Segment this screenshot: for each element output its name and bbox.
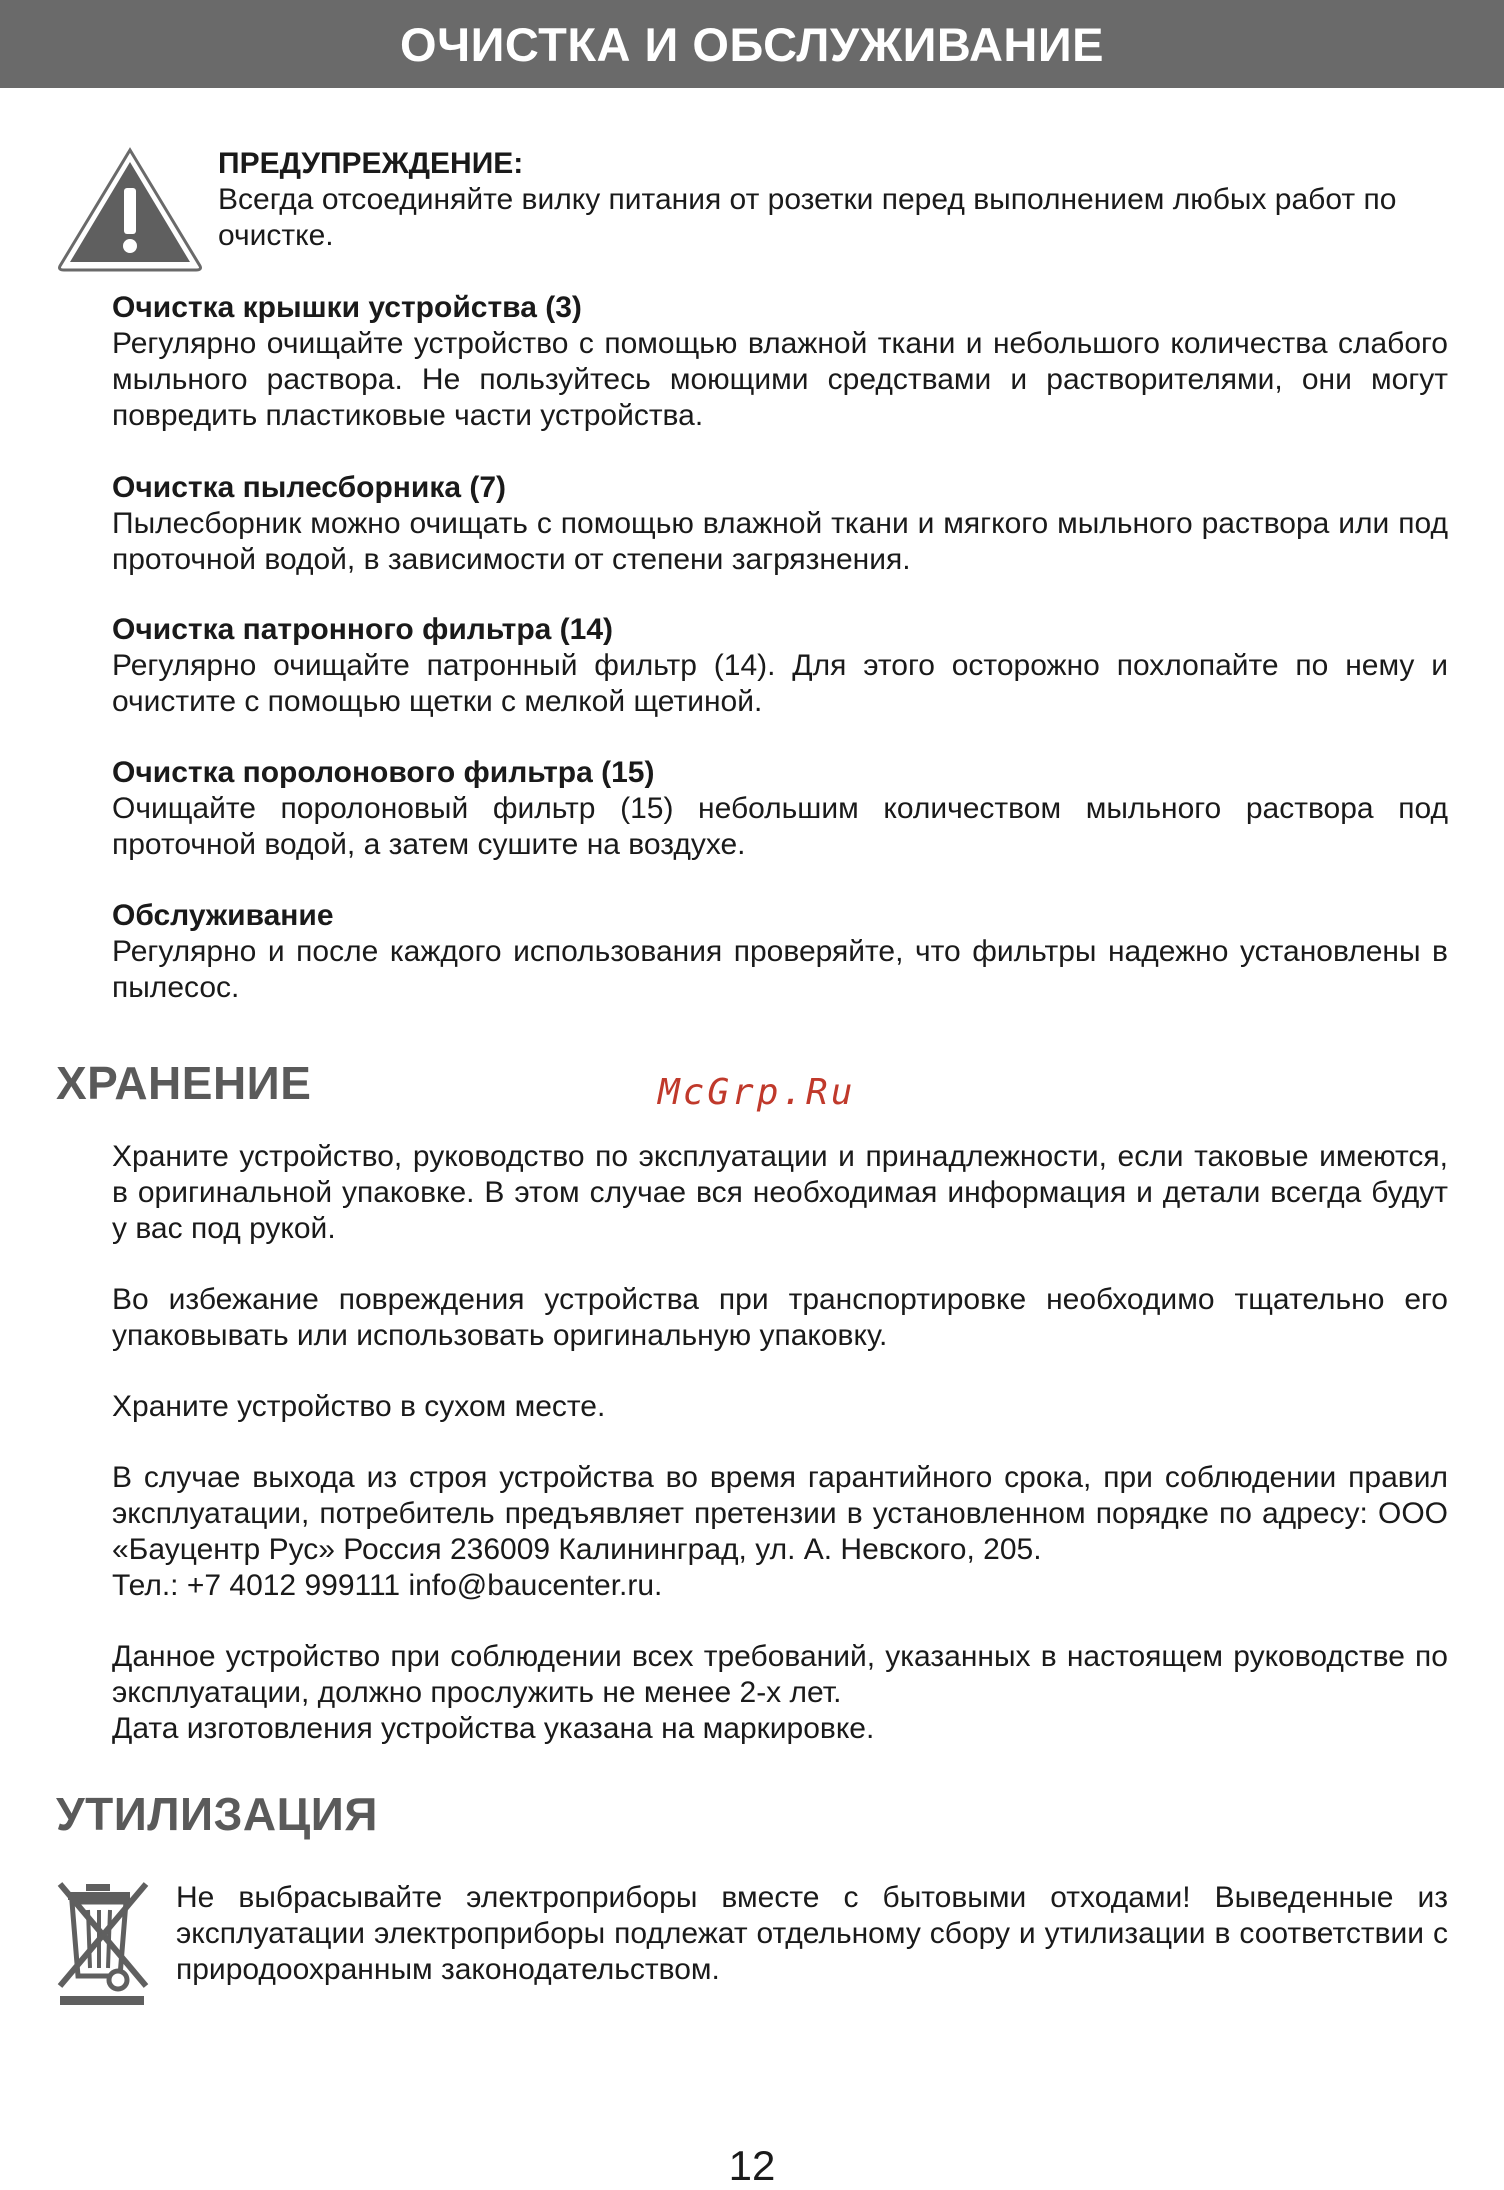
page-number: 12 (728, 2142, 776, 2189)
crossed-bin-icon (56, 1880, 152, 2008)
section-text: Регулярно очищайте патронный фильтр (14). Для этого осторожно похлопайте по нему и очистите с помощью щетки с мелкой щетиной. (112, 649, 1448, 718)
contact-text: Тел.: +7 4012 999111 info@baucenter.ru. (112, 1569, 663, 1602)
warning-block (218, 146, 1448, 254)
warning-triangle-icon (56, 146, 204, 272)
maintenance-section (112, 898, 1448, 1006)
watermark: McGrp.Ru (658, 1072, 856, 1113)
storage-paragraph-3: Храните устройство в сухом месте. (112, 1390, 606, 1423)
section-text: Пылесборник можно очищать с помощью влажной ткани и мягкого мыльного раствора или под проточной водой, в зависимости от степени загрязнения. (112, 507, 1448, 576)
page-header (0, 0, 1504, 88)
cleaning-cartridge-filter-section (112, 612, 1448, 720)
section-title: Очистка поролонового фильтра (15) (112, 756, 655, 789)
section-title: Обслуживание (112, 899, 334, 932)
storage-heading: ХРАНЕНИЕ (56, 1057, 312, 1109)
storage-paragraph-1: Храните устройство, руководство по эксплуатации и принадлежности, если таковые имеются, в оригинальной упаковке. В этом случае вся необходимая информация и детали всегда будут у вас под рукой. (112, 1140, 1448, 1245)
storage-paragraph-2: Во избежание повреждения устройства при транспортировке необходимо тщательно его упаковывать или использовать оригинальную упаковку. (112, 1283, 1448, 1352)
disposal-text: Не выбрасывайте электроприборы вместе с бытовыми отходами! Выведенные из эксплуатации электроприборы подлежат отдельному сбору и утилизации в соответствии с природоохранным законодательством. (176, 1881, 1448, 1986)
section-title: Очистка патронного фильтра (14) (112, 613, 614, 646)
warning-text: Всегда отсоединяйте вилку питания от розетки перед выполнением любых работ по очистке. (218, 183, 1397, 252)
warranty-text: В случае выхода из строя устройства во время гарантийного срока, при соблюдении правил эксплуатации, потребитель предъявляет претензии в установленном порядке по адресу: ООО «Бауцентр Рус» Россия 236009 Калининград, ул. А. Невского, 205. (112, 1461, 1448, 1566)
warning-title: ПРЕДУПРЕЖДЕНИЕ: (218, 147, 524, 180)
lifetime-text: Данное устройство при соблюдении всех требований, указанных в настоящем руководстве по эксплуатации, должно прослужить не менее 2-х лет. (112, 1640, 1448, 1709)
cleaning-foam-filter-section (112, 755, 1448, 863)
section-title: Очистка пылесборника (7) (112, 471, 507, 504)
warranty-block (112, 1460, 1448, 1604)
section-title: Очистка крышки устройства (3) (112, 291, 582, 324)
manufacture-date-note: Дата изготовления устройства указана на маркировке. (112, 1712, 875, 1745)
section-text: Регулярно очищайте устройство с помощью влажной ткани и небольшого количества слабого мыльного раствора. Не пользуйтесь моющими средствами и растворителями, они могут повредить пластиковые части устройства. (112, 327, 1448, 432)
cleaning-dust-container-section (112, 470, 1448, 578)
cleaning-cover-section (112, 290, 1448, 434)
lifetime-block (112, 1639, 1448, 1747)
page-title: ОЧИСТКА И ОБСЛУЖИВАНИЕ (400, 17, 1104, 71)
disposal-heading: УТИЛИЗАЦИЯ (56, 1788, 378, 1840)
section-text: Регулярно и после каждого использования проверяйте, что фильтры надежно установлены в пылесос. (112, 935, 1448, 1004)
section-text: Очищайте поролоновый фильтр (15) небольшим количеством мыльного раствора под проточной водой, а затем сушите на воздухе. (112, 792, 1448, 861)
